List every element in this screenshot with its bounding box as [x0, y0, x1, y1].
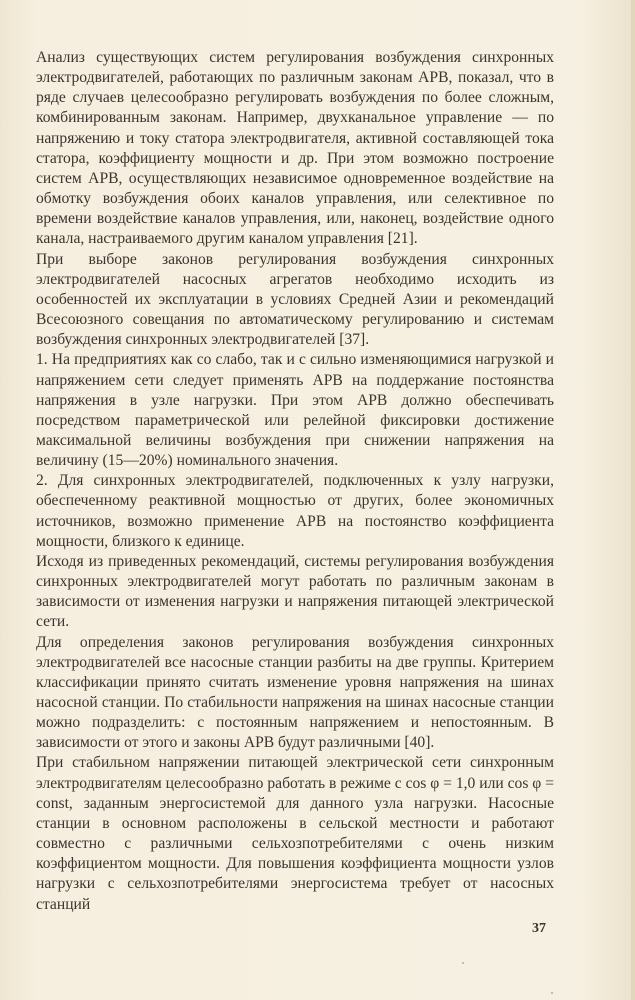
paragraph-1: Анализ существующих систем регулирования возбуждения синхронных электродвигателей, работающих по различным законам АРВ, показал, что в ряде случаев целесообразно регулировать возбуждения по более сложным, комбинированным законам. Например, двухканальное управление — по напряжению и току статора электродвигателя, активной составляющей тока статора, коэффициенту мощности и др. При этом возможно построение систем АРВ, осуществляющих независимое одновременное воздействие на обмотку возбуждения обоих каналов управления, или селективное по времени воздействие каналов управления, или, наконец, воздействие одного канала, настраиваемого другим каналом управления [21].	[36, 49, 554, 248]
paragraph-4: 2. Для синхронных электродвигателей, подключенных к узлу нагрузки, обеспеченному реактивной мощностью от других, более экономичных источников, возможно применение АРВ на постоянство коэффициента мощности, близкого к единице.	[36, 472, 554, 550]
paragraph-3: 1. На предприятиях как со слабо, так и с сильно изменяющимися нагрузкой и напряжением сети следует применять АРВ на поддержание постоянства напряжения в узле нагрузки. При этом АРВ должно обеспечивать посредством параметрической или релейной фиксировки достижение максимальной величины возбуждения при снижении напряжения на величину (15—20%) номинального значения.	[36, 351, 554, 470]
paragraph-6: Для определения законов регулирования возбуждения синхронных электродвигателей все насосные станции разбиты на две группы. Критерием классификации принято считать изменение уровня напряжения на шинах насосной станции. По стабильности напряжения на шинах насосные станции можно подразделить: с постоянным напряжением и непостоянным. В зависимости от этого и законы АРВ будут различными [40].	[36, 633, 554, 752]
page-number: 37	[532, 921, 546, 936]
paragraph-5: Исходя из приведенных рекомендаций, системы регулирования возбуждения синхронных электродвигателей могут работать по различным законам в зависимости от изменения нагрузки и напряжения питающей электрической сети.	[36, 552, 554, 631]
paper-speck	[462, 962, 464, 964]
paper-speck	[551, 992, 553, 994]
paragraph-7: При стабильном напряжении питающей электрической сети синхронным электродвигателям целесообразно работать в режиме с cos φ = 1,0 или cos φ = const, заданным энергосистемой для данного узла нагрузки. Насосные станции в основном расположены в сельской местности и работают совместно с различными сельхозпотребителями с очень низким коэффициентом мощности. Для повышения коэффициента мощности узлов нагрузки с сельхозпотребителями энергосистема требует от насосных станций	[36, 754, 554, 913]
paragraph-2: При выборе законов регулирования возбуждения синхронных электродвигателей насосных агрегатов необходимо исходить из особенностей их эксплуатации в условиях Средней Азии и рекомендаций Всесоюзного совещания по автоматическому регулированию и системам возбуждения синхронных электродвигателей [37].	[36, 250, 554, 349]
body-text	[36, 48, 554, 915]
